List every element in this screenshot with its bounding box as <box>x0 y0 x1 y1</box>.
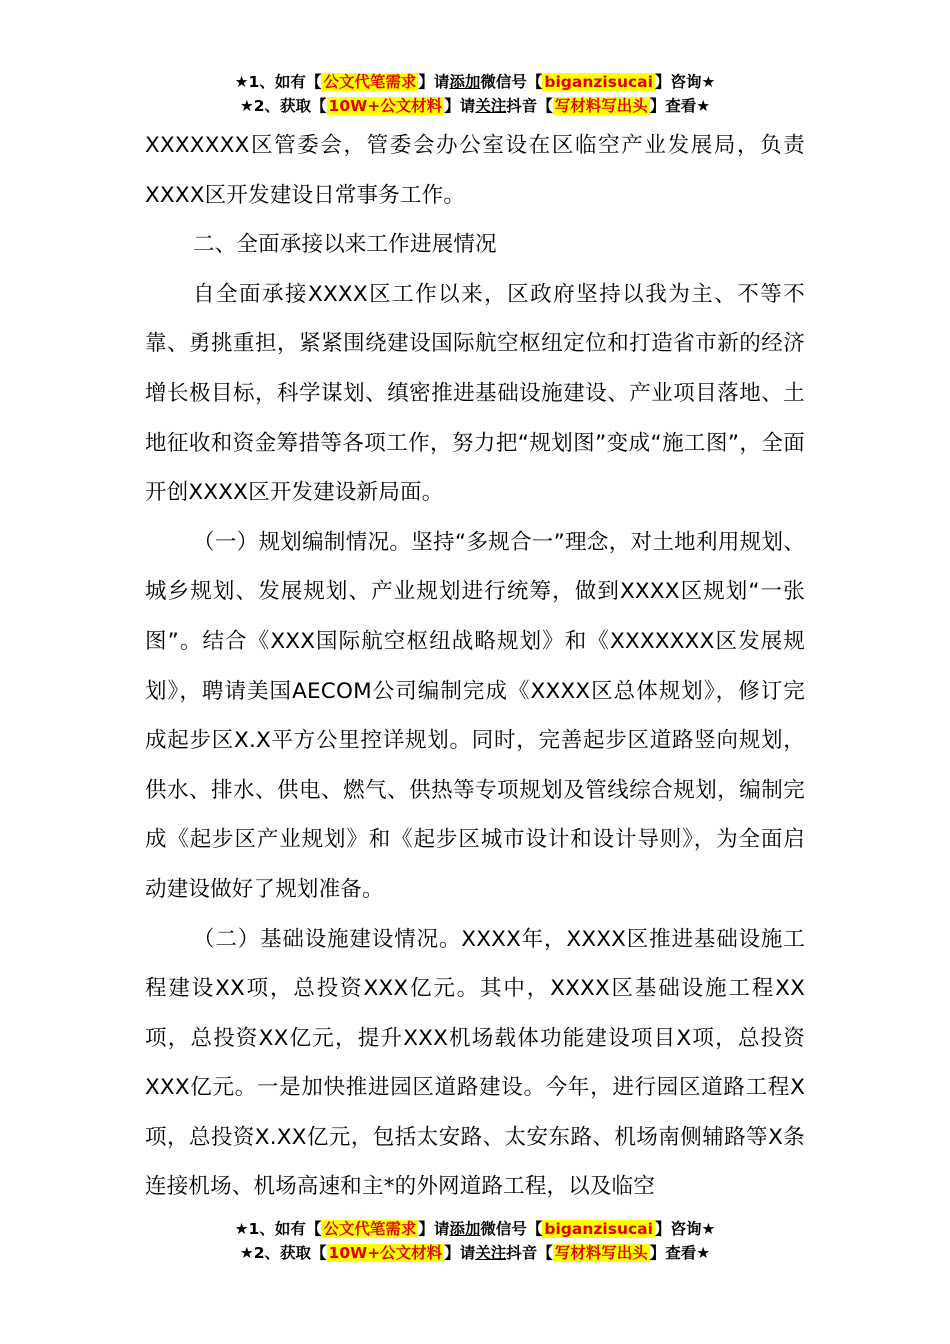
douyin-account-highlight: 写材料写出头 <box>554 97 648 115</box>
douyin-account-highlight: 写材料写出头 <box>554 1244 648 1262</box>
promo-highlight: 10W+公文材料 <box>328 1244 443 1262</box>
header-promo-banner <box>0 70 950 118</box>
paragraph-intro: 自全面承接XXXX区工作以来，区政府坚持以我为主、不等不靠、勇挑重担，紧紧围绕建设国际航空枢纽定位和打造省市新的经济增长极目标，科学谋划、缜密推进基础设施建设、产业项目落地、土地征收和资金筹措等各项工作，努力把“规划图”变成“施工图”，全面开创XXXX区开发建设新局面。 <box>145 281 805 506</box>
promo-line-2: ★2、获取【 10W+公文材料 】请关注抖音【 写材料写出头 】查看★ <box>239 97 711 115</box>
promo-highlight: 公文代笔需求 <box>323 73 417 91</box>
promo-highlight: 10W+公文材料 <box>328 97 443 115</box>
promo-line-1: ★1、如有【 公文代笔需求 】请添加微信号【 biganzisucai 】咨询★ <box>234 73 716 91</box>
wechat-id-highlight: biganzisucai <box>544 73 653 91</box>
promo-line-1: ★1、如有【 公文代笔需求 】请添加微信号【 biganzisucai 】咨询★ <box>234 1220 716 1238</box>
promo-highlight: 公文代笔需求 <box>323 1220 417 1238</box>
promo-line-2: ★2、获取【 10W+公文材料 】请关注抖音【 写材料写出头 】查看★ <box>239 1244 711 1262</box>
paragraph-planning: （一）规划编制情况。坚持“多规合一”理念，对土地利用规划、城乡规划、发展规划、产业规划进行统筹，做到XXXX区规划“一张图”。结合《XXX国际航空枢纽战略规划》和《XXXXXXX区发展规划》，聘请美国AECOM公司编制完成《XXXX区总体规划》，修订完成起步区X.X平方公里控详规划。同时，完善起步区道路竖向规划，供水、排水、供电、燃气、供热等专项规划及管线综合规划，编制完成《起步区产业规划》和《起步区城市设计和设计导则》，为全面启动建设做好了规划准备。 <box>145 529 805 902</box>
wechat-id-highlight: biganzisucai <box>544 1220 653 1238</box>
footer-promo-banner <box>0 1217 950 1265</box>
document-body <box>145 121 805 1212</box>
paragraph-infrastructure: （二）基础设施建设情况。XXXX年，XXXX区推进基础设施工程建设XX项，总投资XXX亿元。其中，XXXX区基础设施工程XX项，总投资XX亿元，提升XXX机场载体功能建设项目X项，总投资XXX亿元。一是加快推进园区道路建设。今年，进行园区道路工程X项，总投资X.XX亿元，包括太安路、太安东路、机场南侧辅路等X条连接机场、机场高速和主*的外网道路工程，以及临空 <box>145 926 805 1200</box>
section-heading: 二、全面承接以来工作进展情况 <box>193 232 497 258</box>
paragraph-continuation: XXXXXXX区管委会，管委会办公室设在区临空产业发展局，负责XXXX区开发建设日常事务工作。 <box>145 133 805 208</box>
